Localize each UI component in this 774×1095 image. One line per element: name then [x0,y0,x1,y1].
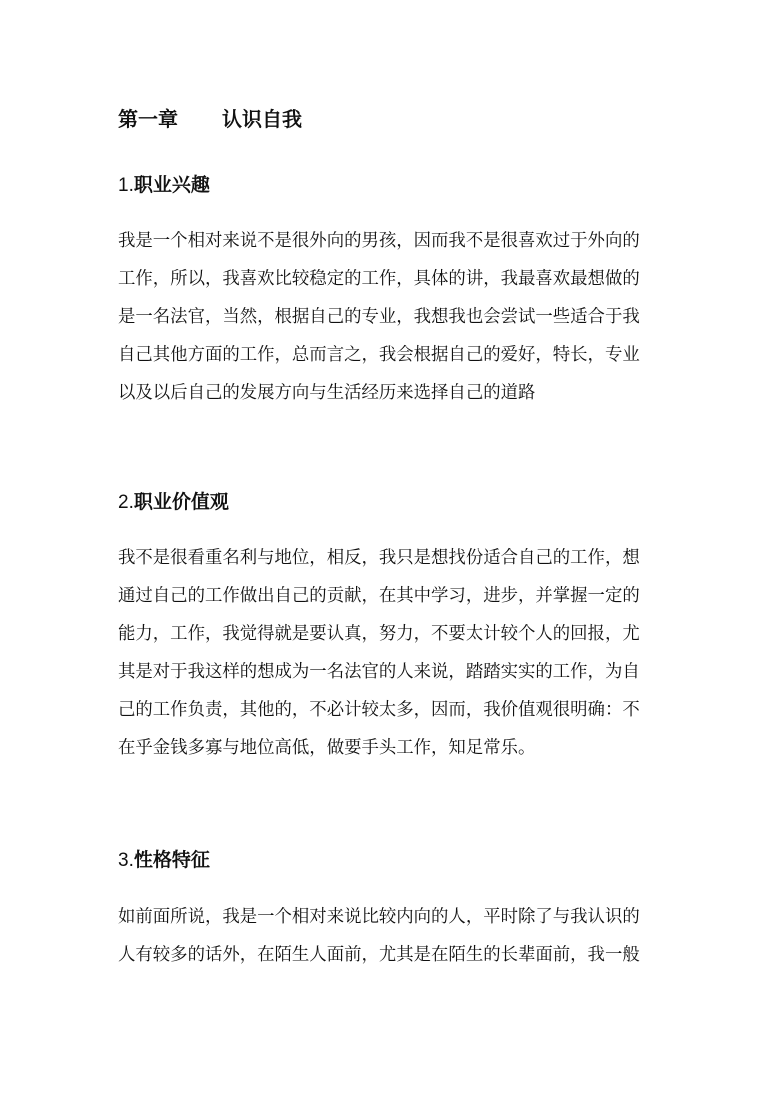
section-heading-career-values [118,488,229,517]
section-number: 2. [118,492,134,513]
paragraph-line: 在乎金钱多寡与地位高低，做要手头工作，知足常乐。 [118,738,536,758]
section-title: 职业兴趣 [133,174,210,196]
chapter-label: 第一章 [118,107,178,131]
paragraph-line: 以及以后自己的发展方向与生活经历来选择自己的道路 [118,383,536,403]
section-heading-career-interest [118,171,210,200]
section-number: 1. [118,175,134,196]
paragraph-career-values [118,539,663,767]
paragraph-line: 工作，所以，我喜欢比较稳定的工作，具体的讲，我最喜欢最想做的 [118,269,640,289]
paragraph-line: 如前面所说，我是一个相对来说比较内向的人，平时除了与我认识的 [118,907,640,927]
section-title: 性格特征 [133,849,210,871]
chapter-title [118,104,302,134]
paragraph-line: 能力，工作，我觉得就是要认真，努力，不要太计较个人的回报，尤 [118,624,640,644]
paragraph-line: 我不是很看重名利与地位，相反，我只是想找份适合自己的工作，想 [118,548,640,568]
paragraph-line: 是一名法官，当然，根据自己的专业，我想我也会尝试一些适合于我 [118,307,640,327]
paragraph-line: 人有较多的话外，在陌生人面前，尤其是在陌生的长辈面前，我一般 [118,945,640,965]
paragraph-line: 自己其他方面的工作，总而言之，我会根据自己的爱好，特长，专业 [118,345,640,365]
section-heading-personality [118,846,210,875]
paragraph-career-interest [118,222,663,412]
paragraph-line: 通过自己的工作做出自己的贡献，在其中学习，进步，并掌握一定的 [118,586,640,606]
section-number: 3. [118,850,134,871]
paragraph-line: 其是对于我这样的想成为一名法官的人来说，踏踏实实的工作，为自 [118,662,640,682]
paragraph-line: 己的工作负责，其他的，不必计较太多，因而，我价值观很明确：不 [118,700,640,720]
chapter-name: 认识自我 [222,107,302,131]
paragraph-line: 我是一个相对来说不是很外向的男孩，因而我不是很喜欢过于外向的 [118,231,640,251]
paragraph-personality [118,898,663,974]
section-title: 职业价值观 [133,491,229,513]
